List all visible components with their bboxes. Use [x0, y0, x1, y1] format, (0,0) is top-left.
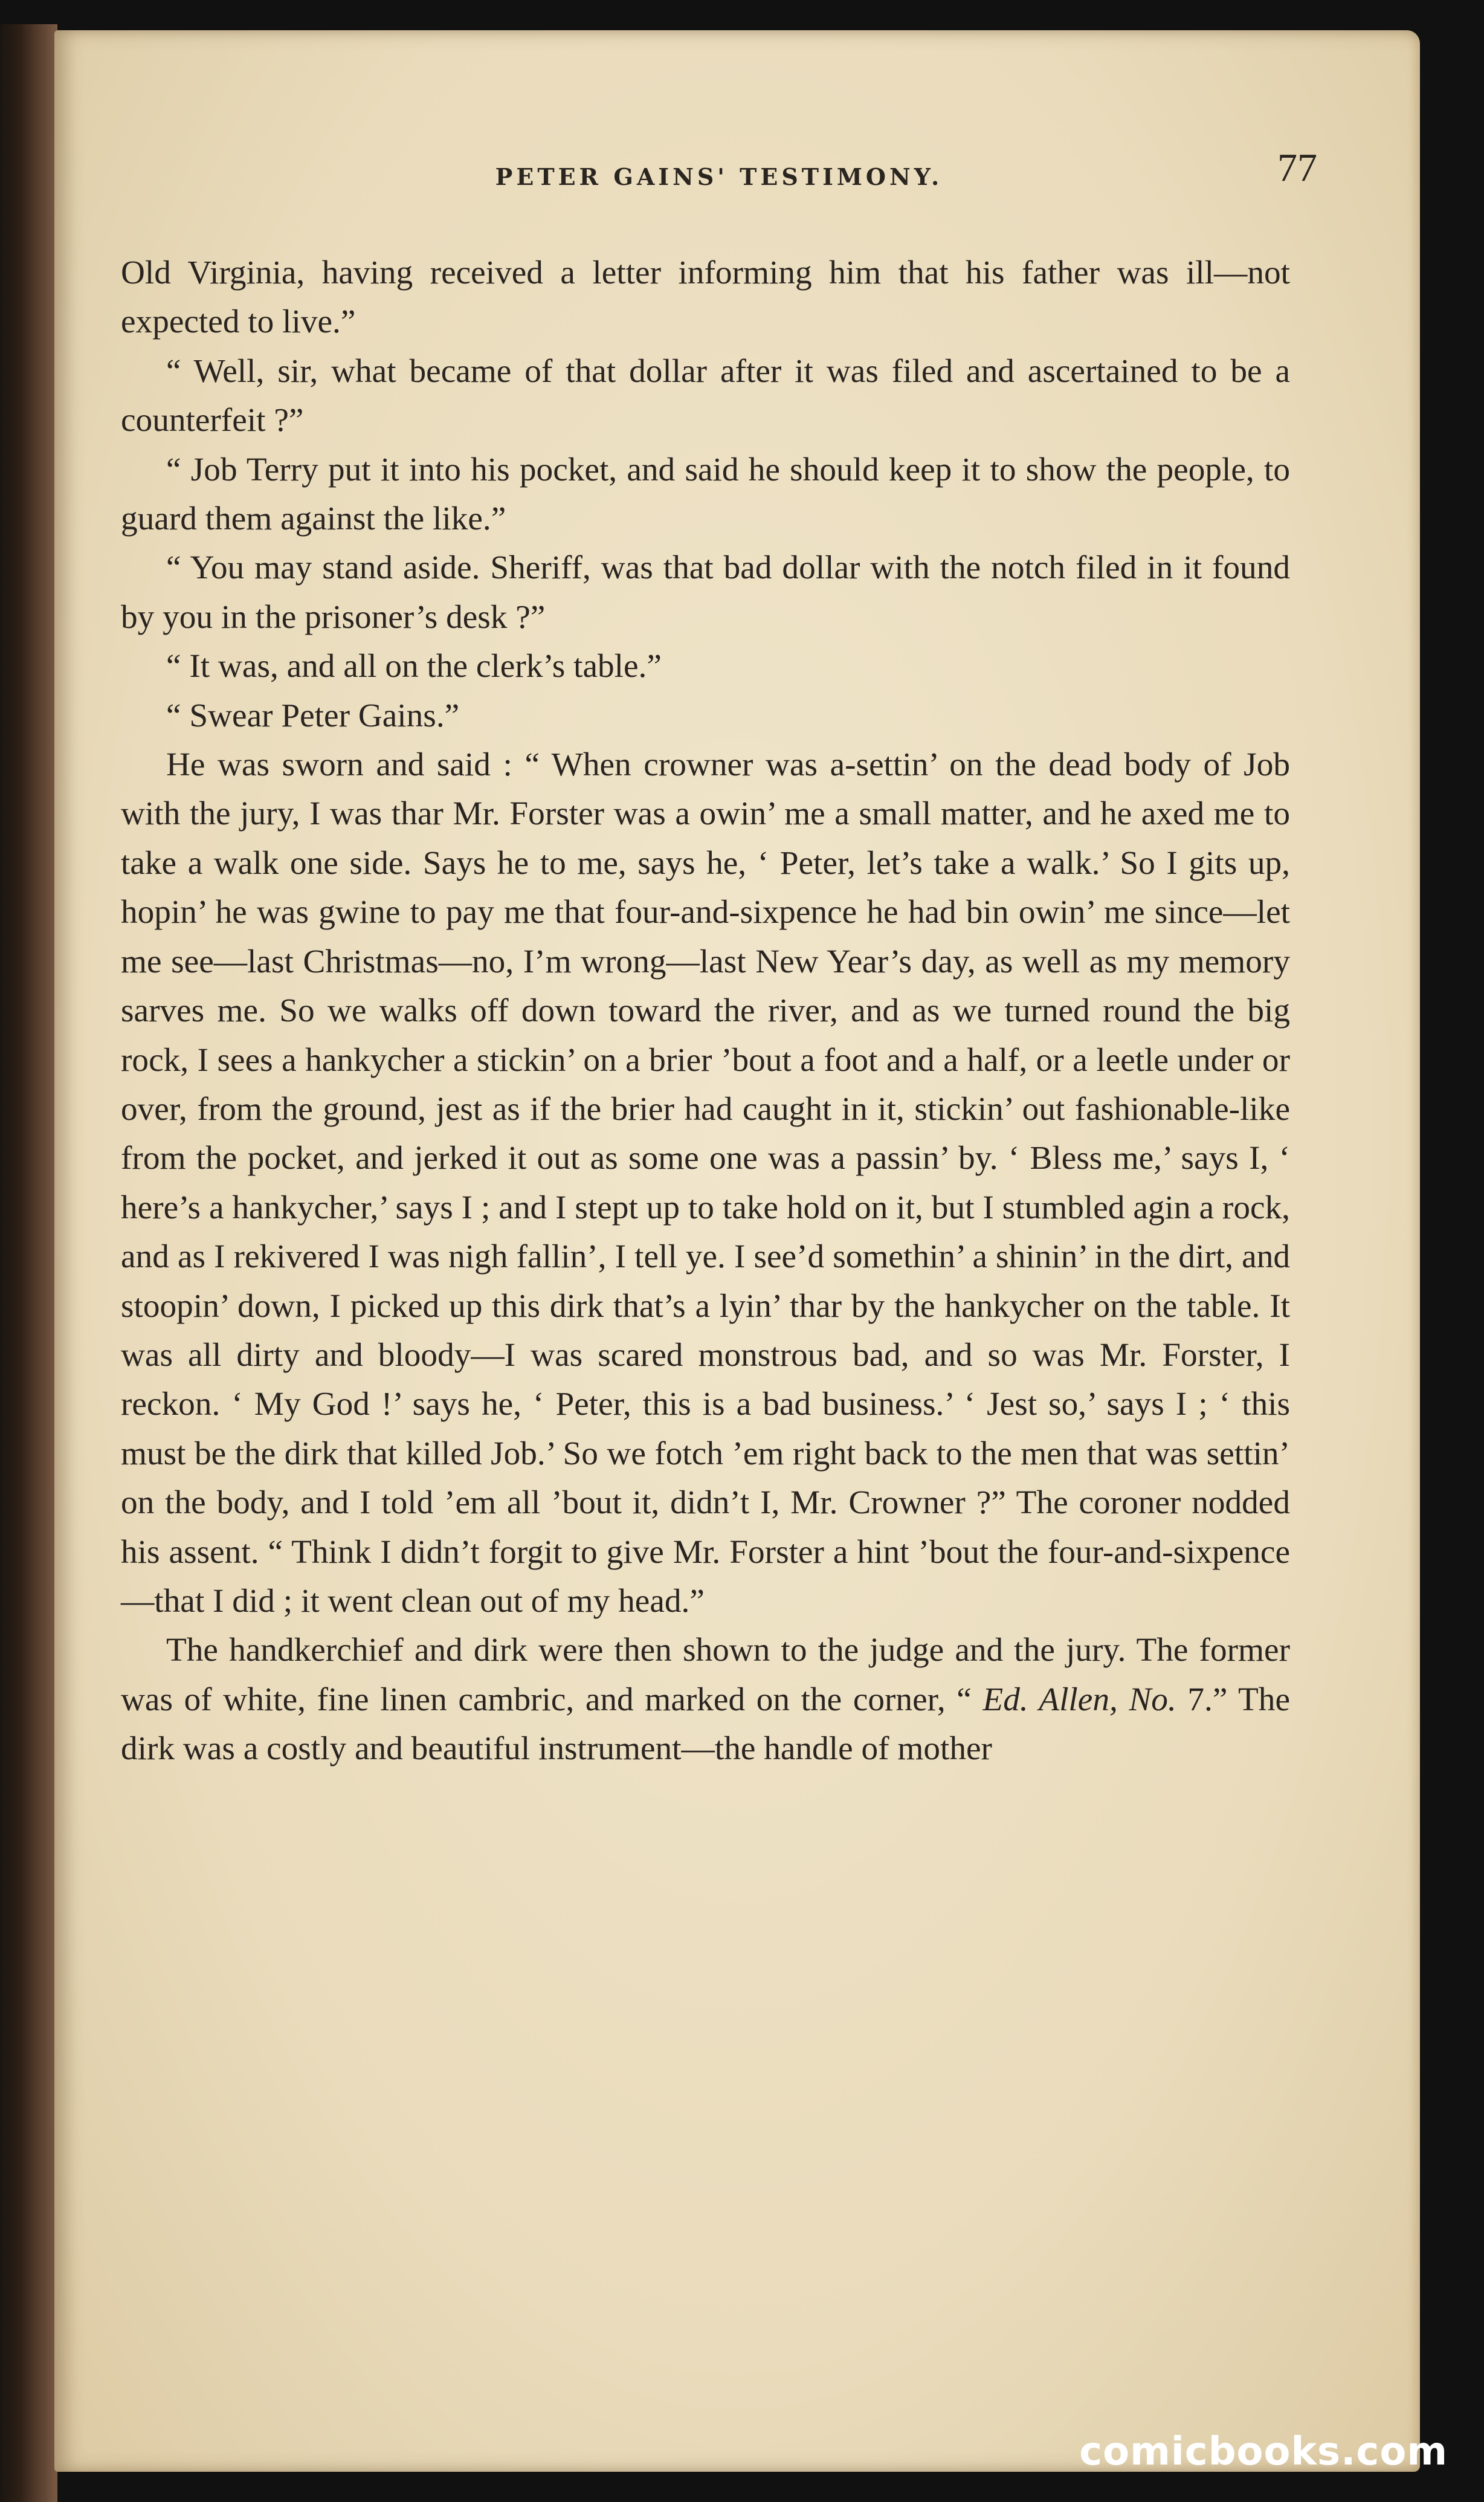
book-spine — [0, 24, 57, 2502]
paragraph: “ It was, and all on the clerk’s table.” — [166, 647, 662, 685]
paragraph: “ Well, sir, what became of that dollar after it was filed and ascertained to be a counterfeit ?” — [121, 352, 1290, 439]
final-text-after: 7.” The dirk was a costly and beautiful instrument—the handle of mother — [121, 1680, 1290, 1767]
body-text — [121, 248, 1290, 1773]
final-paragraph — [121, 1625, 1290, 1773]
running-title: PETER GAINS' TESTIMONY. — [495, 163, 943, 190]
final-text-before: The handkerchief and dirk were then shown to the judge and the jury. The former was of white, fine linen cambric, and marked on the corner, “ — [121, 1631, 1290, 1718]
paragraph: “ You may stand aside. Sheriff, was that bad dollar with the notch filed in it found by you in the prisoner’s desk ?” — [121, 549, 1290, 635]
watermark-text: comicbooks.com — [1079, 2429, 1448, 2474]
page-number: 77 — [1277, 146, 1317, 190]
testimony-paragraph: He was sworn and said : “ When crowner was a-settin’ on the dead body of Job with the jury, I was thar Mr. Forster was a owin’ me a small matter, and he axed me to take a walk one side. Says he to me, says he, ‘ Peter, let’s take a walk.’ So I gits up, hopin’ he was gwine to pay me that four-and-sixpence he had bin owin’ me since—let me see—last Christmas—no, I’m wrong—last New Year’s day, as well as my memory sarves me. So we walks off down toward the river, and as we turned round the big rock, I sees a hankycher a stickin’ on a brier ’bout a foot and a half, or a leetle under or over, from the ground, jest as if the brier had caught in it, stickin’ out fashionable-like from the pocket, and jerked it out as some one was a passin’ by. ‘ Bless me,’ says I, ‘ here’s a hankycher,’ says I ; and I stept up to take hold on it, but I stumbled agin a rock, and as I rekivered I was nigh fallin’, I tell ye. I see’d somethin’ a shinin’ in the dirt, and stoopin’ down, I picked up this dirk that’s a lyin’ thar by the hankycher on the table. It was all dirty and bloody—I was scared monstrous bad, and so was Mr. Forster, I reckon. ‘ My God !’ says he, ‘ Peter, this is a bad business.’ ‘ Jest so,’ says I ; ‘ this must be the dirk that killed Job.’ So we fotch ’em right back to the men that was settin’ on the body, and I told ’em all ’bout it, didn’t I, Mr. Crowner ?” The coroner nodded his assent. “ Think I didn’t forgit to give Mr. Forster a hint ’bout the four-and-sixpence—that I did ; it went clean out of my head.” — [121, 746, 1290, 1619]
paragraph-continuation: Old Virginia, having received a letter informing him that his father was ill—not expected to live.” — [121, 254, 1290, 340]
paragraph: “ Job Terry put it into his pocket, and said he should keep it to show the people, to guard them against the like.” — [121, 450, 1290, 537]
paragraph: “ Swear Peter Gains.” — [166, 696, 460, 734]
running-header — [121, 127, 1317, 199]
italic-name: Ed. Allen, No. — [982, 1680, 1176, 1718]
